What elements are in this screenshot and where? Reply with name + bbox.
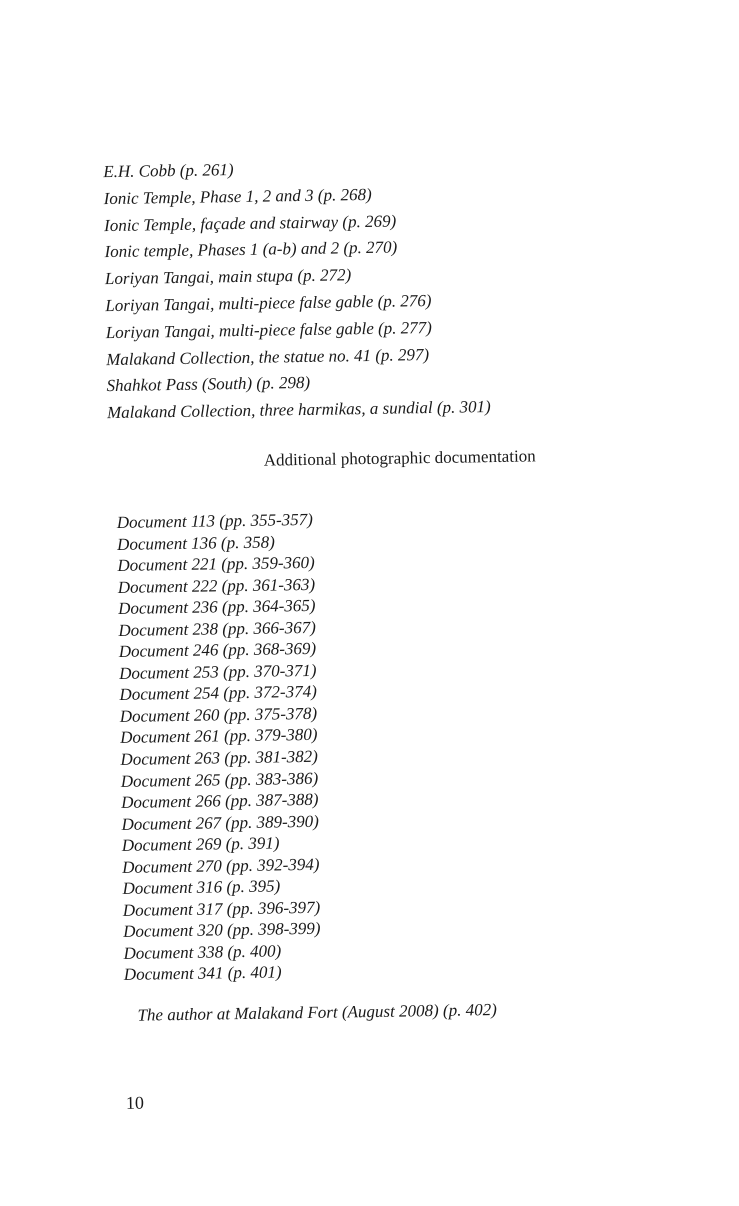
document-item: Document 267 (pp. 389-390) bbox=[121, 811, 319, 834]
list-item: E.H. Cobb (p. 261) bbox=[103, 160, 234, 182]
document-item: Document 338 (p. 400) bbox=[123, 941, 282, 963]
list-item: Loriyan Tangai, multi-piece false gable (p. 276) bbox=[105, 290, 432, 316]
document-item: Document 270 (pp. 392-394) bbox=[122, 854, 320, 877]
section-heading: Additional photographic documentation bbox=[263, 446, 536, 470]
document-item: Document 341 (p. 401) bbox=[123, 962, 282, 985]
document-item: Document 261 (pp. 379-380) bbox=[119, 725, 318, 748]
document-item: Document 238 (pp. 366-367) bbox=[118, 617, 316, 640]
list-item: Malakand Collection, the statue no. 41 (p. 297) bbox=[106, 344, 430, 369]
document-item: Document 316 (p. 395) bbox=[122, 876, 281, 899]
list-item: Loriyan Tangai, multi-piece false gable (p. 277) bbox=[105, 317, 432, 342]
document-item: Document 221 (pp. 359-360) bbox=[117, 552, 315, 576]
document-item: Document 266 (pp. 387-388) bbox=[121, 789, 319, 813]
document-item: Document 246 (pp. 368-369) bbox=[118, 639, 317, 662]
document-item: Document 263 (pp. 381-382) bbox=[120, 746, 318, 769]
document-item: Document 253 (pp. 370-371) bbox=[118, 660, 317, 683]
document-item: Document 320 (pp. 398-399) bbox=[123, 919, 321, 942]
document-item: Document 136 (p. 358) bbox=[116, 532, 275, 554]
list-item: Malakand Collection, three harmikas, a sundial (p. 301) bbox=[106, 397, 491, 423]
list-item: Ionic temple, Phases 1 (a-b) and 2 (p. 270) bbox=[104, 237, 398, 262]
list-item: Ionic Temple, Phase 1, 2 and 3 (p. 268) bbox=[103, 184, 372, 208]
document-item: Document 317 (pp. 396-397) bbox=[122, 897, 321, 920]
list-item: Shahkot Pass (South) (p. 298) bbox=[106, 373, 311, 396]
document-item: Document 222 (pp. 361-363) bbox=[117, 574, 316, 597]
list-item: Ionic Temple, façade and stairway (p. 269) bbox=[103, 211, 397, 235]
document-list bbox=[117, 509, 322, 986]
document-item: Document 265 (pp. 383-386) bbox=[120, 768, 319, 791]
author-caption: The author at Malakand Fort (August 2008) (p. 402) bbox=[137, 1000, 497, 1025]
document-item: Document 260 (pp. 375-378) bbox=[119, 703, 318, 726]
list-item: Loriyan Tangai, main stupa (p. 272) bbox=[104, 265, 352, 289]
page-number: 10 bbox=[125, 1092, 145, 1113]
illustration-list bbox=[103, 153, 491, 427]
document-item: Document 113 (pp. 355-357) bbox=[116, 509, 313, 532]
document-item: Document 236 (pp. 364-365) bbox=[117, 596, 316, 619]
document-item: Document 254 (pp. 372-374) bbox=[119, 682, 317, 705]
document-item: Document 269 (p. 391) bbox=[121, 833, 280, 856]
